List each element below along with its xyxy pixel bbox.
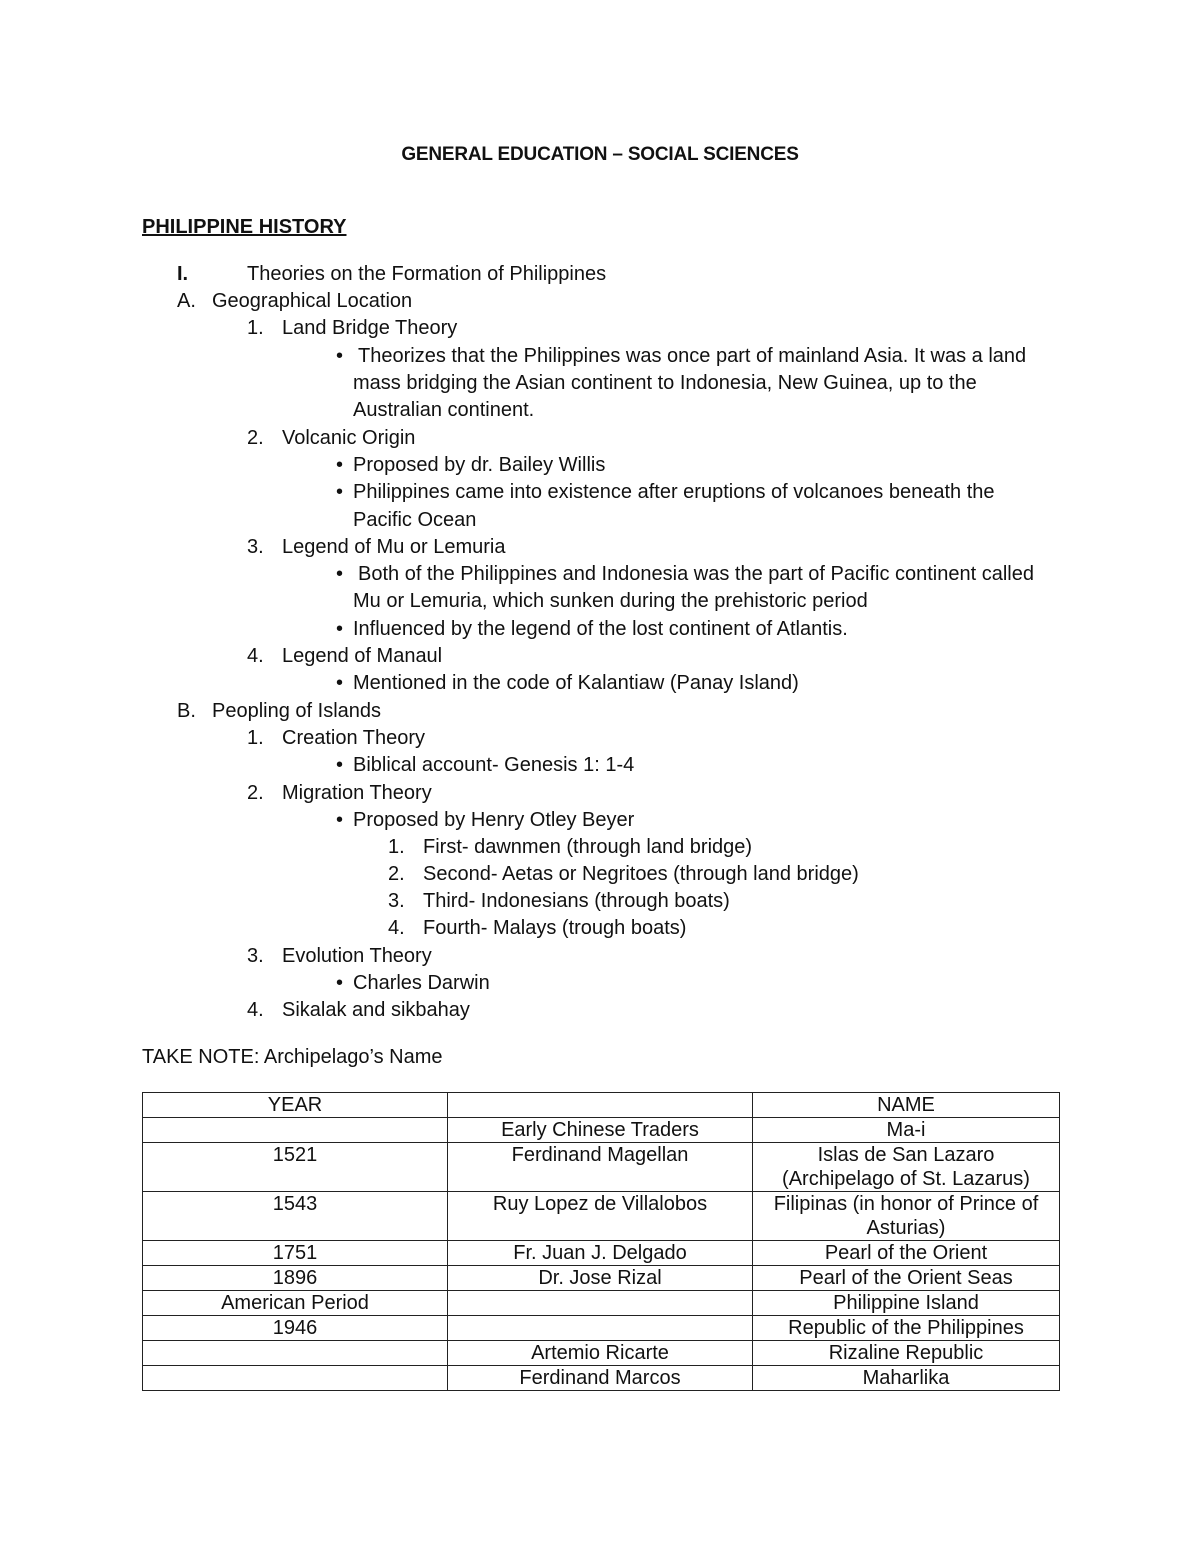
- part-number: I.: [177, 263, 189, 285]
- sub-list-text: Second- Aetas or Negritoes (through land bridge): [423, 863, 859, 885]
- table-cell: Dr. Jose Rizal: [448, 1266, 753, 1291]
- table-cell: Republic of the Philippines: [753, 1316, 1060, 1341]
- bullet-text: Biblical account- Genesis 1: 1-4: [353, 754, 635, 776]
- sub-list-number: 4.: [388, 917, 405, 939]
- bullet-text: Mentioned in the code of Kalantiaw (Panay Island): [353, 672, 799, 694]
- sub-list-number: 1.: [388, 836, 405, 858]
- table-cell: Filipinas (in honor of Prince of Asturias): [753, 1192, 1060, 1241]
- table-row: [143, 1143, 1060, 1192]
- list-item-bullet: •: [336, 754, 344, 776]
- bullet-text: Proposed by Henry Otley Beyer: [353, 809, 635, 831]
- list-number: 2.: [247, 427, 264, 449]
- table-cell: Early Chinese Traders: [448, 1118, 753, 1143]
- list-number: 3.: [247, 945, 264, 967]
- table-row: [143, 1341, 1060, 1366]
- bullet-text: Australian continent.: [353, 399, 535, 421]
- table-cell: Ma-i: [753, 1118, 1060, 1143]
- list-number: 1.: [247, 317, 264, 339]
- document-title: GENERAL EDUCATION – SOCIAL SCIENCES: [401, 144, 799, 165]
- list-item-label: Sikalak and sikbahay: [282, 999, 470, 1021]
- table-row: [143, 1192, 1060, 1241]
- table-row: [143, 1291, 1060, 1316]
- list-item-label: Land Bridge Theory: [282, 317, 458, 339]
- table-cell: Philippine Island: [753, 1291, 1060, 1316]
- table-cell: 1521: [143, 1143, 448, 1192]
- list-item-bullet: •: [336, 454, 344, 476]
- table-cell: Fr. Juan J. Delgado: [448, 1241, 753, 1266]
- table-cell: Ruy Lopez de Villalobos: [448, 1192, 753, 1241]
- table-row: [143, 1316, 1060, 1341]
- list-item-label: Evolution Theory: [282, 945, 432, 967]
- list-item-label: Migration Theory: [282, 782, 432, 804]
- table-row: [143, 1118, 1060, 1143]
- table-cell: Ferdinand Magellan: [448, 1143, 753, 1192]
- sub-list-text: Fourth- Malays (trough boats): [423, 917, 687, 939]
- sub-list-text: First- dawnmen (through land bridge): [423, 836, 753, 858]
- list-item-label: Legend of Manaul: [282, 645, 443, 667]
- table-cell: [448, 1291, 753, 1316]
- table-cell: American Period: [143, 1291, 448, 1316]
- list-number: 1.: [247, 727, 264, 749]
- sub-list-number: 3.: [388, 890, 405, 912]
- table-cell: [448, 1316, 753, 1341]
- archipelago-names-table: [142, 1092, 1060, 1391]
- table-cell: Maharlika: [753, 1366, 1060, 1391]
- bullet-text: Charles Darwin: [353, 972, 490, 994]
- table-cell: Pearl of the Orient: [753, 1241, 1060, 1266]
- list-item-bullet: •: [336, 345, 344, 367]
- list-number: 4.: [247, 999, 264, 1021]
- list-item-bullet: •: [336, 618, 344, 640]
- bullet-text: Pacific Ocean: [353, 509, 477, 531]
- table-cell: Artemio Ricarte: [448, 1341, 753, 1366]
- table-cell: [143, 1341, 448, 1366]
- sub-list-text: Third- Indonesians (through boats): [423, 890, 730, 912]
- take-note-label: TAKE NOTE: Archipelago’s Name: [142, 1046, 443, 1068]
- bullet-text: mass bridging the Asian continent to Indonesia, New Guinea, up to the: [353, 372, 977, 394]
- table-cell: Rizaline Republic: [753, 1341, 1060, 1366]
- list-item-label: Legend of Mu or Lemuria: [282, 536, 506, 558]
- table-cell: 1543: [143, 1192, 448, 1241]
- outline-heading-a: Geographical Location: [212, 290, 413, 312]
- bullet-text: Theorizes that the Philippines was once part of mainland Asia. It was a land: [358, 345, 1027, 367]
- table-cell: 1896: [143, 1266, 448, 1291]
- bullet-text: Mu or Lemuria, which sunken during the prehistoric period: [353, 590, 868, 612]
- list-item-bullet: •: [336, 672, 344, 694]
- outline-letter-a: A.: [177, 290, 196, 312]
- table-header-row: [143, 1093, 1060, 1118]
- list-item-bullet: •: [336, 972, 344, 994]
- section-heading: PHILIPPINE HISTORY: [142, 216, 347, 238]
- list-number: 3.: [247, 536, 264, 558]
- list-item-label: Creation Theory: [282, 727, 426, 749]
- list-item-bullet: •: [336, 809, 344, 831]
- outline-letter-b: B.: [177, 700, 196, 722]
- list-item-bullet: •: [336, 481, 344, 503]
- list-item-bullet: •: [336, 563, 344, 585]
- bullet-text: Philippines came into existence after eruptions of volcanoes beneath the: [353, 481, 995, 503]
- table-cell: Islas de San Lazaro (Archipelago of St. Lazarus): [753, 1143, 1060, 1192]
- table-header-cell: [448, 1093, 753, 1118]
- table-cell: Pearl of the Orient Seas: [753, 1266, 1060, 1291]
- table-cell: 1946: [143, 1316, 448, 1341]
- table-row: [143, 1241, 1060, 1266]
- bullet-text: Influenced by the legend of the lost continent of Atlantis.: [353, 618, 848, 640]
- table-row: [143, 1266, 1060, 1291]
- table-row: [143, 1366, 1060, 1391]
- table-cell: [143, 1366, 448, 1391]
- list-item-label: Volcanic Origin: [282, 427, 416, 449]
- table-cell: [143, 1118, 448, 1143]
- outline-heading-b: Peopling of Islands: [212, 700, 382, 722]
- list-number: 4.: [247, 645, 264, 667]
- bullet-text: Proposed by dr. Bailey Willis: [353, 454, 606, 476]
- table-cell: 1751: [143, 1241, 448, 1266]
- sub-list-number: 2.: [388, 863, 405, 885]
- bullet-text: Both of the Philippines and Indonesia was the part of Pacific continent called: [358, 563, 1034, 585]
- list-number: 2.: [247, 782, 264, 804]
- table-header-cell: YEAR: [143, 1093, 448, 1118]
- table-cell: Ferdinand Marcos: [448, 1366, 753, 1391]
- table-header-cell: NAME: [753, 1093, 1060, 1118]
- part-title: Theories on the Formation of Philippines: [247, 263, 607, 285]
